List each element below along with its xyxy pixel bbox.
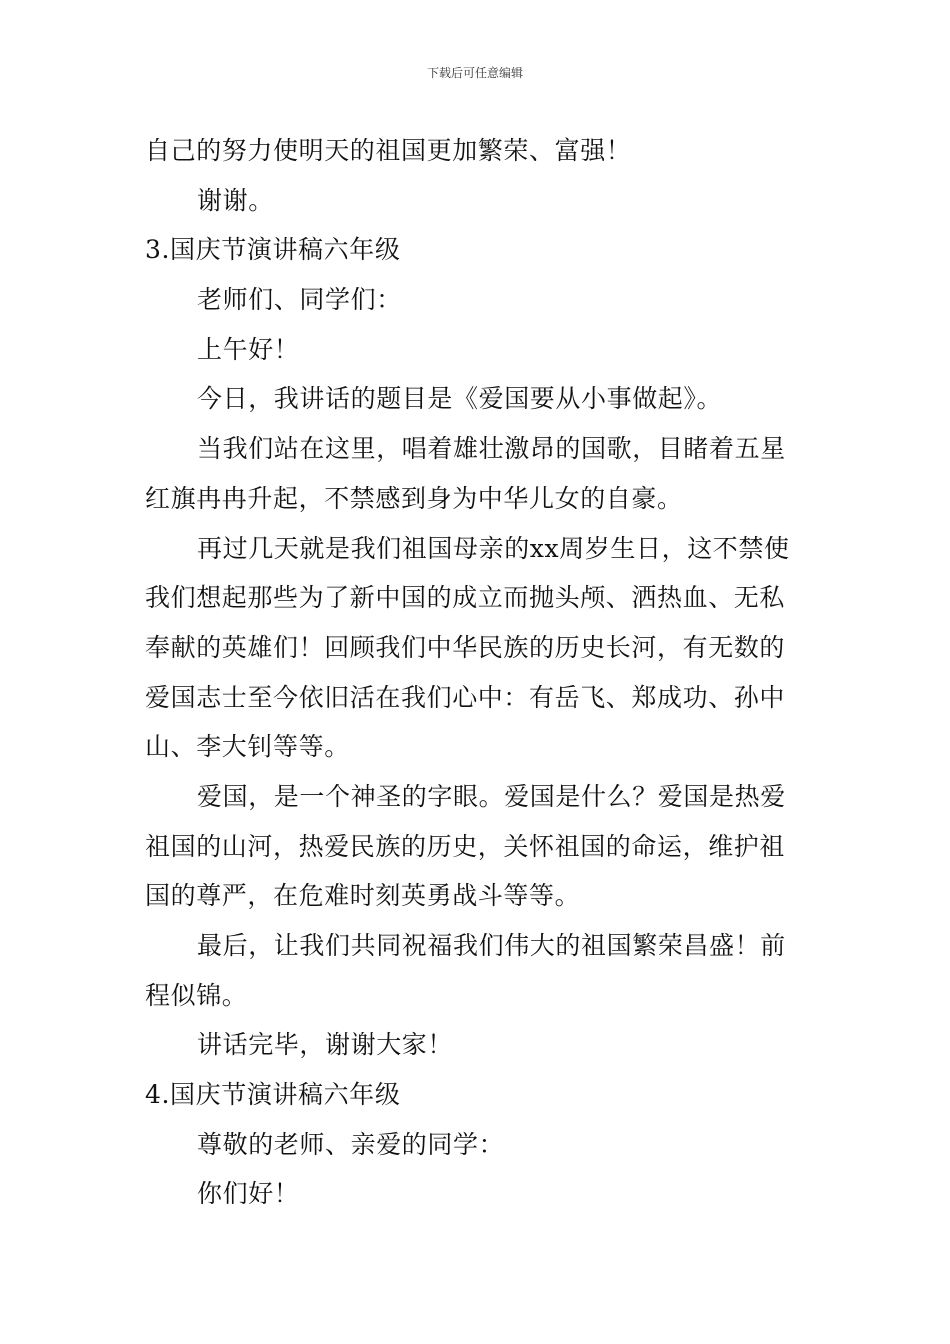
text-line: 尊敬的老师、亲爱的同学： [197,1129,505,1159]
text-line: 当我们站在这里，唱着雄壮激昂的国歌，目睹着五星 [197,434,786,464]
text-line: 爱国，是一个神圣的字眼。爱国是什么？爱国是热爱 [197,781,786,811]
text-line: 讲话完毕，谢谢大家！ [197,1030,454,1060]
section-heading: 3.国庆节演讲稿六年级 [145,235,401,265]
text-line: 爱国志士至今依旧活在我们心中：有岳飞、郑成功、孙中 [145,682,786,712]
text-line: 老师们、同学们： [197,285,402,315]
text-line: 自己的努力使明天的祖国更加繁荣、富强！ [145,136,632,165]
text-line: 我们想起那些为了新中国的成立而抛头颅、洒热血、无私 [145,583,786,613]
text-line: 程似锦。 [145,980,248,1010]
text-line: 你们好！ [197,1179,300,1209]
text-line: 祖国的山河，热爱民族的历史，关怀祖国的命运，维护祖 [145,831,786,861]
text-line: 上午好！ [197,334,300,364]
text-line: 国的尊严，在危难时刻英勇战斗等等。 [145,881,581,911]
text-line: 山、李大钊等等。 [145,732,350,762]
document-body [145,126,810,1219]
page-header: 下载后可任意编辑 [426,66,523,80]
text-line: 今日，我讲话的题目是《爱国要从小事做起》。 [197,384,723,414]
text-line: 最后，让我们共同祝福我们伟大的祖国繁荣昌盛！前 [197,931,786,960]
section-heading: 4.国庆节演讲稿六年级 [145,1080,401,1110]
text-line: 红旗冉冉升起，不禁感到身为中华儿女的自豪。 [145,483,683,513]
text-line: 再过几天就是我们祖国母亲的xx周岁生日，这不禁使 [197,533,790,563]
text-line: 奉献的英雄们！回顾我们中华民族的历史长河，有无数的 [145,632,786,662]
text-line: 谢谢。 [197,185,274,215]
